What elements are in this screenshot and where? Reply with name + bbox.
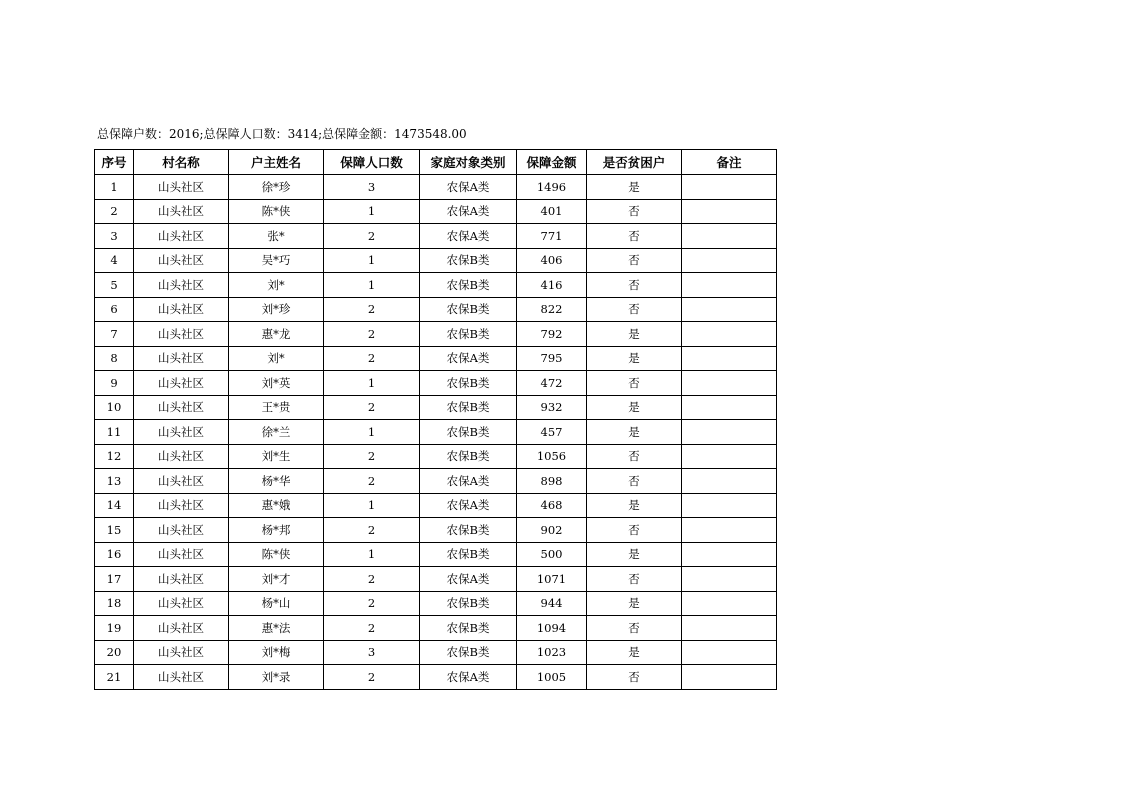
cell-index: 16 bbox=[95, 542, 134, 567]
cell-amount: 1005 bbox=[517, 665, 587, 690]
table-row bbox=[95, 199, 777, 224]
cell-poverty: 否 bbox=[587, 665, 682, 690]
cell-village: 山头社区 bbox=[134, 591, 229, 616]
cell-category: 农保B类 bbox=[420, 395, 517, 420]
table-row bbox=[95, 346, 777, 371]
header-index: 序号 bbox=[95, 150, 134, 175]
cell-index: 10 bbox=[95, 395, 134, 420]
cell-amount: 1496 bbox=[517, 175, 587, 200]
cell-village: 山头社区 bbox=[134, 469, 229, 494]
cell-index: 21 bbox=[95, 665, 134, 690]
summary-line: 总保障户数：2016;总保障人口数：3414;总保障金额：1473548.00 bbox=[97, 127, 467, 141]
table-row bbox=[95, 444, 777, 469]
cell-population: 1 bbox=[324, 199, 420, 224]
data-table bbox=[94, 149, 777, 690]
cell-population: 2 bbox=[324, 346, 420, 371]
cell-population: 1 bbox=[324, 371, 420, 396]
cell-category: 农保B类 bbox=[420, 616, 517, 641]
header-village: 村名称 bbox=[134, 150, 229, 175]
cell-poverty: 否 bbox=[587, 518, 682, 543]
cell-population: 1 bbox=[324, 420, 420, 445]
cell-householder: 刘*才 bbox=[229, 567, 324, 592]
cell-index: 1 bbox=[95, 175, 134, 200]
cell-remarks bbox=[682, 591, 777, 616]
cell-poverty: 是 bbox=[587, 493, 682, 518]
cell-poverty: 否 bbox=[587, 273, 682, 298]
cell-village: 山头社区 bbox=[134, 444, 229, 469]
cell-amount: 898 bbox=[517, 469, 587, 494]
cell-index: 8 bbox=[95, 346, 134, 371]
cell-poverty: 否 bbox=[587, 297, 682, 322]
cell-village: 山头社区 bbox=[134, 542, 229, 567]
cell-village: 山头社区 bbox=[134, 420, 229, 445]
cell-poverty: 是 bbox=[587, 346, 682, 371]
header-category: 家庭对象类别 bbox=[420, 150, 517, 175]
cell-village: 山头社区 bbox=[134, 493, 229, 518]
cell-remarks bbox=[682, 493, 777, 518]
cell-index: 6 bbox=[95, 297, 134, 322]
cell-population: 2 bbox=[324, 591, 420, 616]
table-row bbox=[95, 371, 777, 396]
cell-householder: 杨*山 bbox=[229, 591, 324, 616]
cell-householder: 刘*生 bbox=[229, 444, 324, 469]
cell-amount: 771 bbox=[517, 224, 587, 249]
cell-householder: 惠*娥 bbox=[229, 493, 324, 518]
cell-index: 19 bbox=[95, 616, 134, 641]
cell-population: 2 bbox=[324, 665, 420, 690]
cell-population: 1 bbox=[324, 542, 420, 567]
table-row bbox=[95, 273, 777, 298]
cell-poverty: 否 bbox=[587, 567, 682, 592]
table-body bbox=[95, 175, 777, 690]
cell-remarks bbox=[682, 518, 777, 543]
cell-category: 农保A类 bbox=[420, 346, 517, 371]
cell-category: 农保B类 bbox=[420, 248, 517, 273]
cell-village: 山头社区 bbox=[134, 297, 229, 322]
cell-amount: 468 bbox=[517, 493, 587, 518]
cell-amount: 416 bbox=[517, 273, 587, 298]
table-row bbox=[95, 224, 777, 249]
cell-category: 农保B类 bbox=[420, 444, 517, 469]
cell-householder: 张* bbox=[229, 224, 324, 249]
cell-category: 农保A类 bbox=[420, 493, 517, 518]
cell-village: 山头社区 bbox=[134, 640, 229, 665]
cell-remarks bbox=[682, 567, 777, 592]
cell-village: 山头社区 bbox=[134, 616, 229, 641]
cell-householder: 刘*梅 bbox=[229, 640, 324, 665]
cell-population: 2 bbox=[324, 224, 420, 249]
cell-remarks bbox=[682, 371, 777, 396]
cell-remarks bbox=[682, 665, 777, 690]
cell-householder: 王*贵 bbox=[229, 395, 324, 420]
cell-poverty: 否 bbox=[587, 248, 682, 273]
cell-amount: 401 bbox=[517, 199, 587, 224]
cell-population: 3 bbox=[324, 640, 420, 665]
cell-remarks bbox=[682, 469, 777, 494]
cell-householder: 刘*录 bbox=[229, 665, 324, 690]
cell-remarks bbox=[682, 224, 777, 249]
cell-index: 18 bbox=[95, 591, 134, 616]
cell-category: 农保B类 bbox=[420, 371, 517, 396]
cell-householder: 刘*英 bbox=[229, 371, 324, 396]
cell-remarks bbox=[682, 322, 777, 347]
table-row bbox=[95, 395, 777, 420]
cell-village: 山头社区 bbox=[134, 224, 229, 249]
cell-category: 农保B类 bbox=[420, 518, 517, 543]
table-row bbox=[95, 322, 777, 347]
table-row bbox=[95, 420, 777, 445]
cell-index: 11 bbox=[95, 420, 134, 445]
cell-category: 农保B类 bbox=[420, 297, 517, 322]
cell-population: 2 bbox=[324, 567, 420, 592]
cell-householder: 陈*侠 bbox=[229, 199, 324, 224]
cell-householder: 刘* bbox=[229, 273, 324, 298]
cell-category: 农保A类 bbox=[420, 567, 517, 592]
cell-population: 2 bbox=[324, 616, 420, 641]
cell-index: 12 bbox=[95, 444, 134, 469]
cell-category: 农保B类 bbox=[420, 420, 517, 445]
cell-householder: 刘*珍 bbox=[229, 297, 324, 322]
cell-index: 17 bbox=[95, 567, 134, 592]
table-row bbox=[95, 542, 777, 567]
cell-poverty: 否 bbox=[587, 616, 682, 641]
cell-village: 山头社区 bbox=[134, 518, 229, 543]
cell-amount: 457 bbox=[517, 420, 587, 445]
cell-householder: 徐*兰 bbox=[229, 420, 324, 445]
header-population: 保障人口数 bbox=[324, 150, 420, 175]
header-amount: 保障金额 bbox=[517, 150, 587, 175]
cell-householder: 惠*法 bbox=[229, 616, 324, 641]
cell-amount: 472 bbox=[517, 371, 587, 396]
cell-category: 农保A类 bbox=[420, 199, 517, 224]
cell-poverty: 是 bbox=[587, 640, 682, 665]
cell-remarks bbox=[682, 273, 777, 298]
cell-category: 农保A类 bbox=[420, 175, 517, 200]
cell-poverty: 是 bbox=[587, 175, 682, 200]
table-header bbox=[95, 150, 777, 175]
cell-poverty: 是 bbox=[587, 395, 682, 420]
cell-village: 山头社区 bbox=[134, 273, 229, 298]
cell-population: 3 bbox=[324, 175, 420, 200]
cell-poverty: 否 bbox=[587, 371, 682, 396]
cell-index: 7 bbox=[95, 322, 134, 347]
header-poverty: 是否贫困户 bbox=[587, 150, 682, 175]
table-row bbox=[95, 248, 777, 273]
cell-poverty: 是 bbox=[587, 322, 682, 347]
cell-population: 2 bbox=[324, 518, 420, 543]
cell-category: 农保B类 bbox=[420, 322, 517, 347]
cell-amount: 944 bbox=[517, 591, 587, 616]
cell-population: 2 bbox=[324, 322, 420, 347]
cell-poverty: 否 bbox=[587, 444, 682, 469]
cell-remarks bbox=[682, 444, 777, 469]
cell-village: 山头社区 bbox=[134, 199, 229, 224]
cell-village: 山头社区 bbox=[134, 175, 229, 200]
cell-amount: 822 bbox=[517, 297, 587, 322]
table-row bbox=[95, 297, 777, 322]
cell-category: 农保B类 bbox=[420, 591, 517, 616]
cell-amount: 792 bbox=[517, 322, 587, 347]
cell-village: 山头社区 bbox=[134, 371, 229, 396]
cell-remarks bbox=[682, 346, 777, 371]
table-row bbox=[95, 567, 777, 592]
cell-index: 13 bbox=[95, 469, 134, 494]
cell-population: 2 bbox=[324, 395, 420, 420]
cell-index: 9 bbox=[95, 371, 134, 396]
cell-remarks bbox=[682, 175, 777, 200]
cell-village: 山头社区 bbox=[134, 346, 229, 371]
cell-amount: 795 bbox=[517, 346, 587, 371]
table-row bbox=[95, 469, 777, 494]
cell-amount: 1023 bbox=[517, 640, 587, 665]
cell-category: 农保A类 bbox=[420, 224, 517, 249]
cell-poverty: 否 bbox=[587, 224, 682, 249]
cell-population: 2 bbox=[324, 469, 420, 494]
cell-village: 山头社区 bbox=[134, 322, 229, 347]
cell-population: 2 bbox=[324, 297, 420, 322]
cell-index: 4 bbox=[95, 248, 134, 273]
cell-category: 农保B类 bbox=[420, 640, 517, 665]
cell-householder: 陈*侠 bbox=[229, 542, 324, 567]
header-householder: 户主姓名 bbox=[229, 150, 324, 175]
cell-poverty: 是 bbox=[587, 591, 682, 616]
table-row bbox=[95, 493, 777, 518]
cell-category: 农保A类 bbox=[420, 665, 517, 690]
cell-population: 2 bbox=[324, 444, 420, 469]
cell-householder: 惠*龙 bbox=[229, 322, 324, 347]
cell-remarks bbox=[682, 616, 777, 641]
cell-poverty: 否 bbox=[587, 199, 682, 224]
cell-index: 3 bbox=[95, 224, 134, 249]
cell-index: 15 bbox=[95, 518, 134, 543]
cell-index: 20 bbox=[95, 640, 134, 665]
cell-householder: 杨*华 bbox=[229, 469, 324, 494]
cell-remarks bbox=[682, 395, 777, 420]
cell-householder: 吴*巧 bbox=[229, 248, 324, 273]
cell-householder: 徐*珍 bbox=[229, 175, 324, 200]
cell-category: 农保B类 bbox=[420, 273, 517, 298]
cell-poverty: 是 bbox=[587, 420, 682, 445]
cell-remarks bbox=[682, 248, 777, 273]
cell-village: 山头社区 bbox=[134, 665, 229, 690]
table-row bbox=[95, 665, 777, 690]
cell-remarks bbox=[682, 542, 777, 567]
cell-amount: 1056 bbox=[517, 444, 587, 469]
cell-amount: 932 bbox=[517, 395, 587, 420]
cell-householder: 杨*邦 bbox=[229, 518, 324, 543]
cell-population: 1 bbox=[324, 248, 420, 273]
cell-poverty: 否 bbox=[587, 469, 682, 494]
cell-remarks bbox=[682, 297, 777, 322]
cell-category: 农保A类 bbox=[420, 469, 517, 494]
cell-remarks bbox=[682, 640, 777, 665]
cell-remarks bbox=[682, 420, 777, 445]
cell-index: 2 bbox=[95, 199, 134, 224]
header-remarks: 备注 bbox=[682, 150, 777, 175]
table-row bbox=[95, 518, 777, 543]
cell-index: 14 bbox=[95, 493, 134, 518]
table-row bbox=[95, 591, 777, 616]
cell-population: 1 bbox=[324, 273, 420, 298]
cell-village: 山头社区 bbox=[134, 567, 229, 592]
cell-householder: 刘* bbox=[229, 346, 324, 371]
cell-index: 5 bbox=[95, 273, 134, 298]
cell-village: 山头社区 bbox=[134, 395, 229, 420]
cell-remarks bbox=[682, 199, 777, 224]
table-row bbox=[95, 640, 777, 665]
cell-amount: 500 bbox=[517, 542, 587, 567]
cell-poverty: 是 bbox=[587, 542, 682, 567]
cell-amount: 1071 bbox=[517, 567, 587, 592]
table-row bbox=[95, 616, 777, 641]
cell-village: 山头社区 bbox=[134, 248, 229, 273]
cell-amount: 902 bbox=[517, 518, 587, 543]
table-row bbox=[95, 175, 777, 200]
cell-category: 农保B类 bbox=[420, 542, 517, 567]
cell-amount: 1094 bbox=[517, 616, 587, 641]
cell-amount: 406 bbox=[517, 248, 587, 273]
header-row bbox=[95, 150, 777, 175]
cell-population: 1 bbox=[324, 493, 420, 518]
